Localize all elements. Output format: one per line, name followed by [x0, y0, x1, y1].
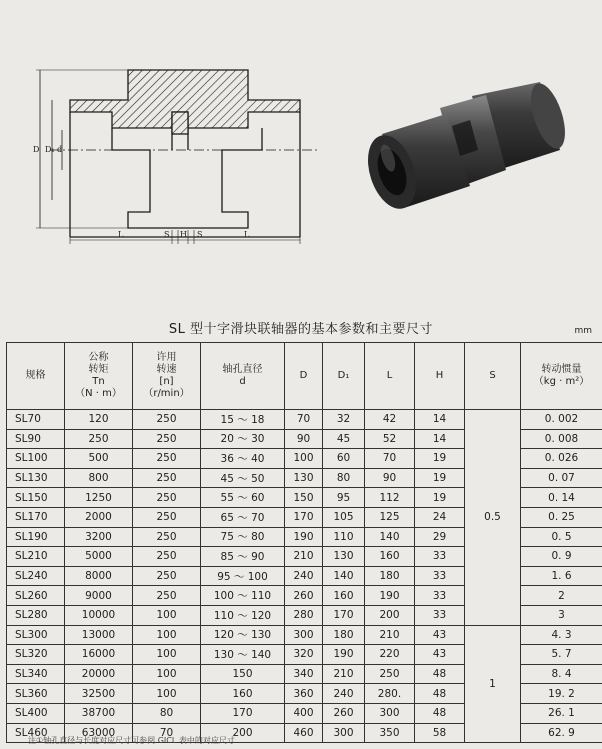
- cell-tn: 2000: [65, 507, 133, 527]
- cell-n: 100: [133, 625, 201, 645]
- table-row: [7, 410, 602, 430]
- dim-H: H: [180, 230, 187, 239]
- cell-L: 112: [365, 488, 415, 508]
- cell-spec: SL190: [7, 527, 65, 547]
- cell-inertia: 8. 4: [521, 664, 602, 684]
- cell-d: 45 ～ 50: [201, 468, 285, 488]
- cell-spec: SL460: [7, 723, 65, 743]
- cell-inertia: 0. 002: [521, 410, 602, 430]
- cell-n: 100: [133, 664, 201, 684]
- cell-L: 180: [365, 566, 415, 586]
- table-row: [7, 625, 602, 645]
- cell-d: 170: [201, 703, 285, 723]
- cell-D1: 32: [323, 410, 365, 430]
- cell-L: 52: [365, 429, 415, 449]
- footnote: 注①轴孔直径与长度对应尺寸可参阅 GICL 表中的对应尺寸: [28, 736, 235, 745]
- cell-D1: 95: [323, 488, 365, 508]
- cell-d: 36 ～ 40: [201, 449, 285, 469]
- coupling-drawing: [0, 0, 602, 300]
- dim-L-left: L: [118, 230, 124, 239]
- cell-D: 400: [285, 703, 323, 723]
- cell-H: 19: [415, 468, 465, 488]
- sectional-view: [36, 70, 320, 244]
- cell-tn: 38700: [65, 703, 133, 723]
- cell-D1: 260: [323, 703, 365, 723]
- cell-D: 320: [285, 645, 323, 665]
- cell-tn: 120: [65, 410, 133, 430]
- cell-d: 110 ～ 120: [201, 605, 285, 625]
- cell-H: 19: [415, 488, 465, 508]
- cell-d: 120 ～ 130: [201, 625, 285, 645]
- cell-tn: 63000: [65, 723, 133, 743]
- col-tn: 公称 转矩 Tn （N · m）: [65, 343, 133, 410]
- page-title: SL 型十字滑块联轴器的基本参数和主要尺寸: [168, 322, 434, 337]
- cell-spec: SL400: [7, 703, 65, 723]
- cell-D: 210: [285, 547, 323, 567]
- cell-D1: 180: [323, 625, 365, 645]
- cell-D: 300: [285, 625, 323, 645]
- dim-d: d: [57, 145, 63, 154]
- cell-D: 340: [285, 664, 323, 684]
- cell-H: 33: [415, 566, 465, 586]
- cell-inertia: 0. 026: [521, 449, 602, 469]
- cell-L: 200: [365, 605, 415, 625]
- cell-D1: 45: [323, 429, 365, 449]
- cell-D: 240: [285, 566, 323, 586]
- cell-H: 33: [415, 605, 465, 625]
- cell-n: 250: [133, 586, 201, 606]
- cell-L: 90: [365, 468, 415, 488]
- cell-tn: 13000: [65, 625, 133, 645]
- coupling-photo: [359, 79, 571, 215]
- cell-tn: 10000: [65, 605, 133, 625]
- cell-d: 130 ～ 140: [201, 645, 285, 665]
- cell-spec: SL210: [7, 547, 65, 567]
- col-speed: 许用 转速 [n] （r/min）: [133, 343, 201, 410]
- col-D: D: [285, 343, 323, 410]
- cell-n: 100: [133, 605, 201, 625]
- cell-L: 210: [365, 625, 415, 645]
- cell-spec: SL340: [7, 664, 65, 684]
- cell-spec: SL320: [7, 645, 65, 665]
- cell-spec: SL240: [7, 566, 65, 586]
- dim-S-left: S: [164, 230, 170, 239]
- cell-H: 29: [415, 527, 465, 547]
- cell-H: 24: [415, 507, 465, 527]
- cell-D: 280: [285, 605, 323, 625]
- col-bore: 轴孔直径 d: [201, 343, 285, 410]
- dim-S-right: S: [197, 230, 203, 239]
- cell-spec: SL260: [7, 586, 65, 606]
- cell-inertia: 19. 2: [521, 684, 602, 704]
- cell-n: 250: [133, 410, 201, 430]
- cell-H: 48: [415, 684, 465, 704]
- cell-H: 43: [415, 645, 465, 665]
- cell-D: 190: [285, 527, 323, 547]
- cell-H: 19: [415, 449, 465, 469]
- cell-tn: 3200: [65, 527, 133, 547]
- cell-d: 95 ～ 100: [201, 566, 285, 586]
- dim-D: D: [33, 145, 40, 154]
- cell-D: 170: [285, 507, 323, 527]
- cell-n: 80: [133, 703, 201, 723]
- cell-tn: 800: [65, 468, 133, 488]
- cell-H: 33: [415, 547, 465, 567]
- cell-D: 150: [285, 488, 323, 508]
- unit-label: mm: [574, 326, 592, 336]
- cell-tn: 9000: [65, 586, 133, 606]
- cell-spec: SL150: [7, 488, 65, 508]
- cell-H: 58: [415, 723, 465, 743]
- cell-spec: SL280: [7, 605, 65, 625]
- cell-spec: SL360: [7, 684, 65, 704]
- cell-D: 460: [285, 723, 323, 743]
- cell-D1: 140: [323, 566, 365, 586]
- cell-D1: 300: [323, 723, 365, 743]
- cell-n: 250: [133, 429, 201, 449]
- cell-d: 150: [201, 664, 285, 684]
- cell-d: 200: [201, 723, 285, 743]
- cell-n: 250: [133, 547, 201, 567]
- cell-inertia: 26. 1: [521, 703, 602, 723]
- cell-d: 100 ～ 110: [201, 586, 285, 606]
- cell-n: 250: [133, 488, 201, 508]
- cell-inertia: 0. 07: [521, 468, 602, 488]
- cell-H: 14: [415, 429, 465, 449]
- cell-d: 160: [201, 684, 285, 704]
- cell-spec: SL70: [7, 410, 65, 430]
- cell-L: 300: [365, 703, 415, 723]
- cell-H: 48: [415, 664, 465, 684]
- col-S: S: [465, 343, 521, 410]
- cell-D1: 170: [323, 605, 365, 625]
- cell-d: 20 ～ 30: [201, 429, 285, 449]
- cell-D1: 160: [323, 586, 365, 606]
- col-inertia: 转动惯量 （kg · m²）: [521, 343, 602, 410]
- cell-tn: 20000: [65, 664, 133, 684]
- cell-D1: 240: [323, 684, 365, 704]
- cell-L: 125: [365, 507, 415, 527]
- cell-n: 250: [133, 527, 201, 547]
- table-header-row: [7, 343, 602, 410]
- cell-spec: SL170: [7, 507, 65, 527]
- cell-inertia: 0. 5: [521, 527, 602, 547]
- cell-D: 130: [285, 468, 323, 488]
- cell-tn: 16000: [65, 645, 133, 665]
- parameter-table: [6, 342, 602, 743]
- cell-spec: SL100: [7, 449, 65, 469]
- cell-D1: 190: [323, 645, 365, 665]
- cell-H: 48: [415, 703, 465, 723]
- cell-D1: 60: [323, 449, 365, 469]
- cell-H: 33: [415, 586, 465, 606]
- cell-D1: 130: [323, 547, 365, 567]
- col-D1: D₁: [323, 343, 365, 410]
- cell-d: 75 ～ 80: [201, 527, 285, 547]
- dim-D1: D₁: [45, 145, 55, 154]
- cell-n: 100: [133, 684, 201, 704]
- cell-tn: 1250: [65, 488, 133, 508]
- cell-d: 55 ～ 60: [201, 488, 285, 508]
- cell-spec: SL300: [7, 625, 65, 645]
- cell-spec: SL90: [7, 429, 65, 449]
- cell-tn: 8000: [65, 566, 133, 586]
- cell-D: 100: [285, 449, 323, 469]
- cell-L: 190: [365, 586, 415, 606]
- cell-inertia: 0. 14: [521, 488, 602, 508]
- col-spec: 规格: [7, 343, 65, 410]
- cell-D: 70: [285, 410, 323, 430]
- cell-L: 350: [365, 723, 415, 743]
- cell-inertia: 5. 7: [521, 645, 602, 665]
- cell-L: 42: [365, 410, 415, 430]
- cell-spec: SL130: [7, 468, 65, 488]
- cell-d: 15 ～ 18: [201, 410, 285, 430]
- cell-D: 360: [285, 684, 323, 704]
- cell-inertia: 0. 9: [521, 547, 602, 567]
- cell-n: 70: [133, 723, 201, 743]
- cell-inertia: 4. 3: [521, 625, 602, 645]
- cell-n: 250: [133, 566, 201, 586]
- cell-D1: 110: [323, 527, 365, 547]
- cell-H: 43: [415, 625, 465, 645]
- cell-d: 85 ～ 90: [201, 547, 285, 567]
- col-L: L: [365, 343, 415, 410]
- cell-tn: 32500: [65, 684, 133, 704]
- cell-d: 65 ～ 70: [201, 507, 285, 527]
- cell-tn: 5000: [65, 547, 133, 567]
- cell-L: 220: [365, 645, 415, 665]
- dim-L-right: L: [244, 230, 250, 239]
- cell-L: 140: [365, 527, 415, 547]
- cell-n: 250: [133, 468, 201, 488]
- cell-H: 14: [415, 410, 465, 430]
- cell-D: 90: [285, 429, 323, 449]
- cell-D1: 105: [323, 507, 365, 527]
- cell-L: 280.: [365, 684, 415, 704]
- cell-n: 100: [133, 645, 201, 665]
- cell-inertia: 1. 6: [521, 566, 602, 586]
- cell-inertia: 0. 008: [521, 429, 602, 449]
- cell-n: 250: [133, 449, 201, 469]
- cell-D: 260: [285, 586, 323, 606]
- cell-D1: 80: [323, 468, 365, 488]
- cell-S-group-1: 0.5: [465, 410, 521, 626]
- cell-inertia: 62. 9: [521, 723, 602, 743]
- cell-L: 70: [365, 449, 415, 469]
- cell-inertia: 2: [521, 586, 602, 606]
- cell-L: 160: [365, 547, 415, 567]
- cell-n: 250: [133, 507, 201, 527]
- cell-tn: 500: [65, 449, 133, 469]
- cell-S-group-2: 1: [465, 625, 521, 743]
- cell-inertia: 3: [521, 605, 602, 625]
- cell-inertia: 0. 25: [521, 507, 602, 527]
- cell-D1: 210: [323, 664, 365, 684]
- cell-tn: 250: [65, 429, 133, 449]
- col-H: H: [415, 343, 465, 410]
- cell-L: 250: [365, 664, 415, 684]
